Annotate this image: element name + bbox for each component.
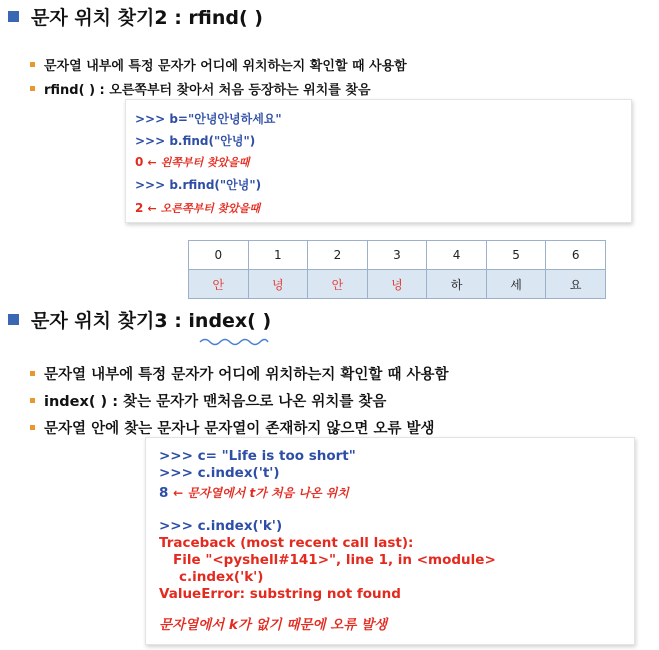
code-example-box xyxy=(125,99,632,223)
char-cell: 녕 xyxy=(248,270,308,299)
annotation: 문자열에서 k가 없기 때문에 오류 발생 xyxy=(159,617,388,633)
traceback-line: Traceback (most recent call last): xyxy=(159,535,414,551)
char-cell: 세 xyxy=(486,270,546,299)
squiggle-underline-icon xyxy=(198,336,270,346)
traceback-line: File "<pyshell#141>", line 1, in <module> xyxy=(173,552,496,568)
bullet-item: rfind( ) : 오른쪽부터 찾아서 처음 등장하는 위치를 찾음 xyxy=(30,76,407,100)
bullet-item: 문자열 안에 찾는 문자나 문자열이 존재하지 않으면 오류 발생 xyxy=(30,414,449,441)
square-bullet-icon xyxy=(8,11,19,22)
section-title: 문자 위치 찾기3 : index( ) xyxy=(31,310,272,332)
code-line: >>> c.index('k') xyxy=(159,518,283,534)
char-cell: 안 xyxy=(189,270,249,299)
bullet-item: 문자열 내부에 특정 문자가 어디에 위치하는지 확인할 때 사용함 xyxy=(30,52,407,76)
code-line: >>> c.index('t') xyxy=(159,465,280,481)
char-row xyxy=(189,270,606,299)
traceback-line: c.index('k') xyxy=(179,569,264,585)
annotation: ← 왼쪽부터 찾았을때 xyxy=(147,156,250,169)
code-line: >>> b.rfind("안녕") xyxy=(135,178,262,192)
index-cell: 2 xyxy=(308,241,368,270)
char-cell: 안 xyxy=(308,270,368,299)
bullet-icon xyxy=(30,398,35,403)
code-output: 8 ← 문자열에서 t가 처음 나온 위치 xyxy=(159,485,349,501)
code-line: >>> c= "Life is too short" xyxy=(159,448,356,464)
index-cell: 4 xyxy=(427,241,487,270)
code-line: >>> b="안녕안녕하세요" xyxy=(135,112,282,126)
char-cell: 요 xyxy=(546,270,606,299)
char-cell: 하 xyxy=(427,270,487,299)
code-output: 2 ← 오른쪽부터 찾았을때 xyxy=(135,201,261,215)
bullet-list xyxy=(30,52,407,100)
bullet-icon xyxy=(30,425,35,430)
bullet-item: index( ) : 찾는 문자가 맨처음으로 나온 위치를 찾음 xyxy=(30,387,449,414)
code-example-box xyxy=(145,437,635,645)
error-line: ValueError: substring not found xyxy=(159,586,401,602)
section-title: 문자 위치 찾기2 : rfind( ) xyxy=(31,7,263,29)
index-cell: 6 xyxy=(546,241,606,270)
index-row xyxy=(189,241,606,270)
section-heading-rfind xyxy=(8,3,263,30)
code-line: >>> b.find("안녕") xyxy=(135,134,256,148)
char-cell: 녕 xyxy=(367,270,427,299)
section-heading-index xyxy=(8,306,271,333)
bullet-list xyxy=(30,360,449,441)
annotation: ← 문자열에서 t가 처음 나온 위치 xyxy=(173,486,349,500)
index-table xyxy=(188,240,606,299)
index-cell: 3 xyxy=(367,241,427,270)
annotation: ← 오른쪽부터 찾았을때 xyxy=(147,202,261,215)
index-cell: 5 xyxy=(486,241,546,270)
bullet-icon xyxy=(30,62,35,67)
bullet-icon xyxy=(30,371,35,376)
bullet-item: 문자열 내부에 특정 문자가 어디에 위치하는지 확인할 때 사용함 xyxy=(30,360,449,387)
index-cell: 0 xyxy=(189,241,249,270)
square-bullet-icon xyxy=(8,314,19,325)
index-cell: 1 xyxy=(248,241,308,270)
bullet-icon xyxy=(30,86,35,91)
code-output: 0 ← 왼쪽부터 찾았을때 xyxy=(135,155,250,169)
